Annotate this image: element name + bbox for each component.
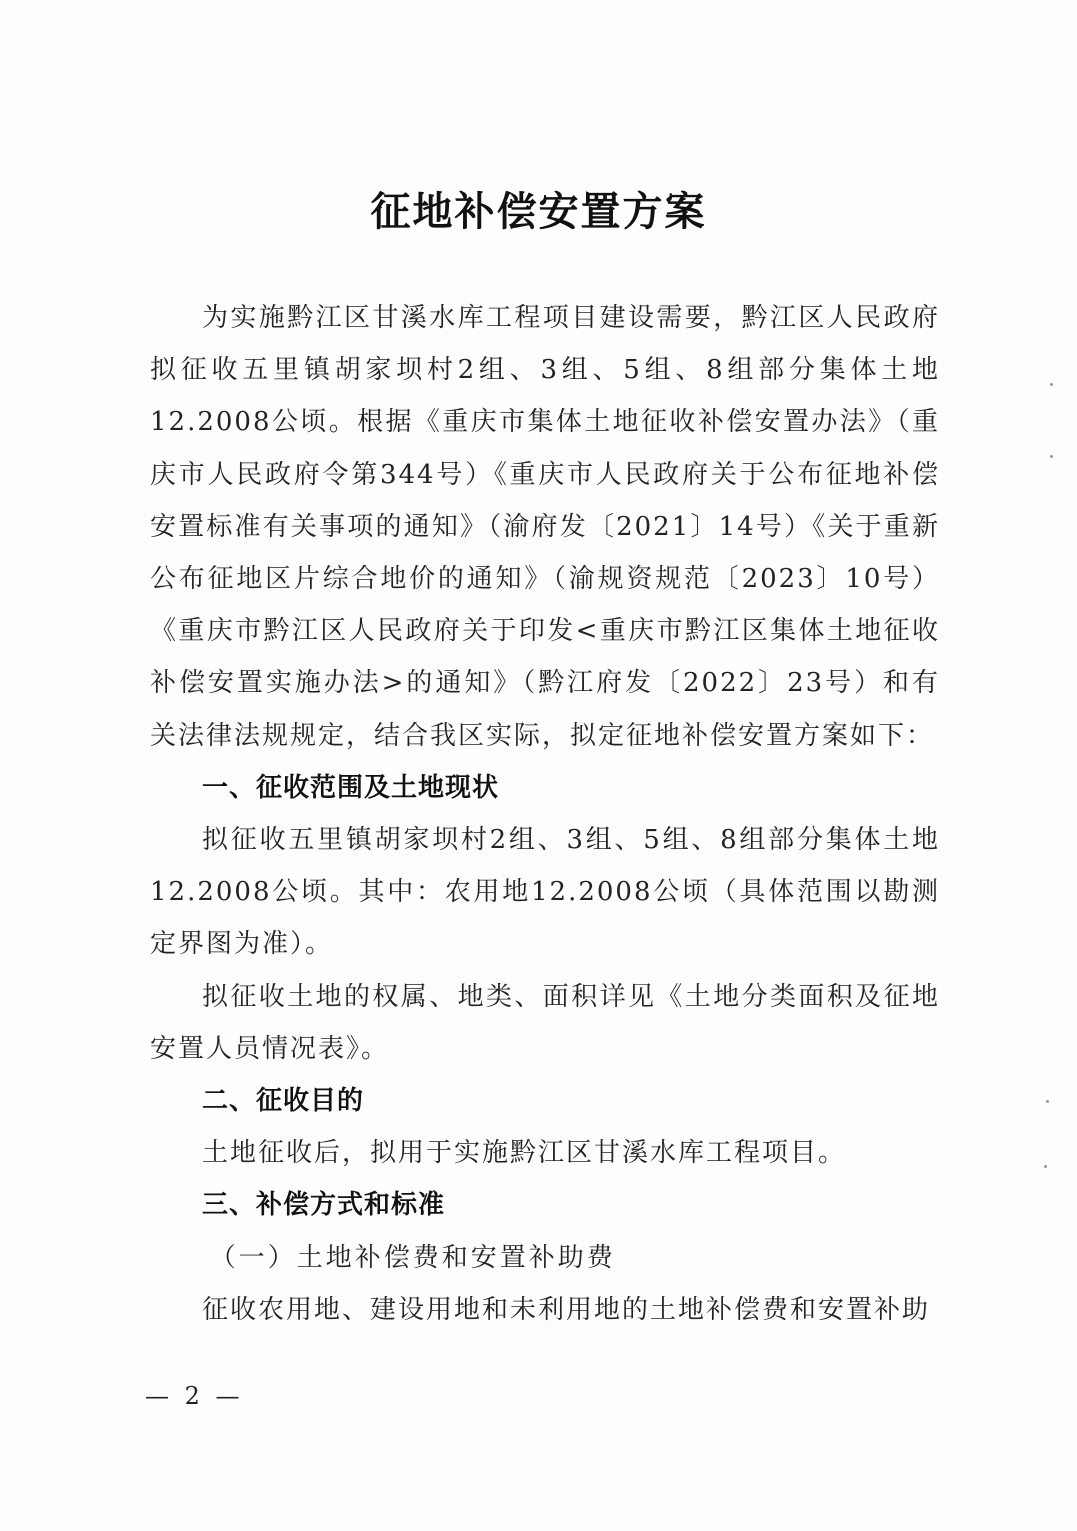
section-2-heading: 二、征收目的 [202,1086,365,1117]
document-title: 征地补偿安置方案 [370,189,707,235]
subsection-1-paragraph: 征收农用地、建设用地和未利用地的土地补偿费和安置补助 [202,1294,931,1325]
section-1-paragraph-1: 拟征收五里镇胡家坝村2组、3组、5组、8组部分集体土地12.2008公顷。其中：农用地12.2008公顷（具体范围以勘测定界图为准）。 [150,825,940,960]
section-1-paragraph-2: 拟征收土地的权属、地类、面积详见《土地分类面积及征地安置人员情况表》。 [150,981,940,1064]
section-1-heading: 一、征收范围及土地现状 [202,772,500,803]
intro-paragraph: 为实施黔江区甘溪水库工程项目建设需要，黔江区人民政府拟征收五里镇胡家坝村2组、3组、5组、8组部分集体土地12.2008公顷。根据《重庆市集体土地征收补偿安置办法》（重庆市人民政府令第344号）《重庆市人民政府关于公布征地补偿安置标准有关事项的通知》（渝府发〔2021〕14号）《关于重新公布征地区片综合地价的通知》（渝规资规范〔2023〕10号）《重庆市黔江区人民政府关于印发<重庆市黔江区集体土地征收补偿安置实施办法>的通知》（黔江府发〔2022〕23号）和有关法律法规规定，结合我区实际，拟定征地补偿安置方案如下： [150,303,940,751]
section-2-paragraph: 土地征收后，拟用于实施黔江区甘溪水库工程项目。 [202,1138,847,1169]
section-3-heading: 三、补偿方式和标准 [202,1190,446,1221]
scan-speck [1050,383,1053,386]
subsection-1-heading: （一）土地补偿费和安置补助费 [209,1242,616,1273]
page-number: — 2 — [145,1382,244,1410]
scan-speck [1044,1165,1047,1168]
scan-speck [1046,1100,1049,1103]
document-body [150,292,940,1336]
scan-speck [1050,455,1053,458]
